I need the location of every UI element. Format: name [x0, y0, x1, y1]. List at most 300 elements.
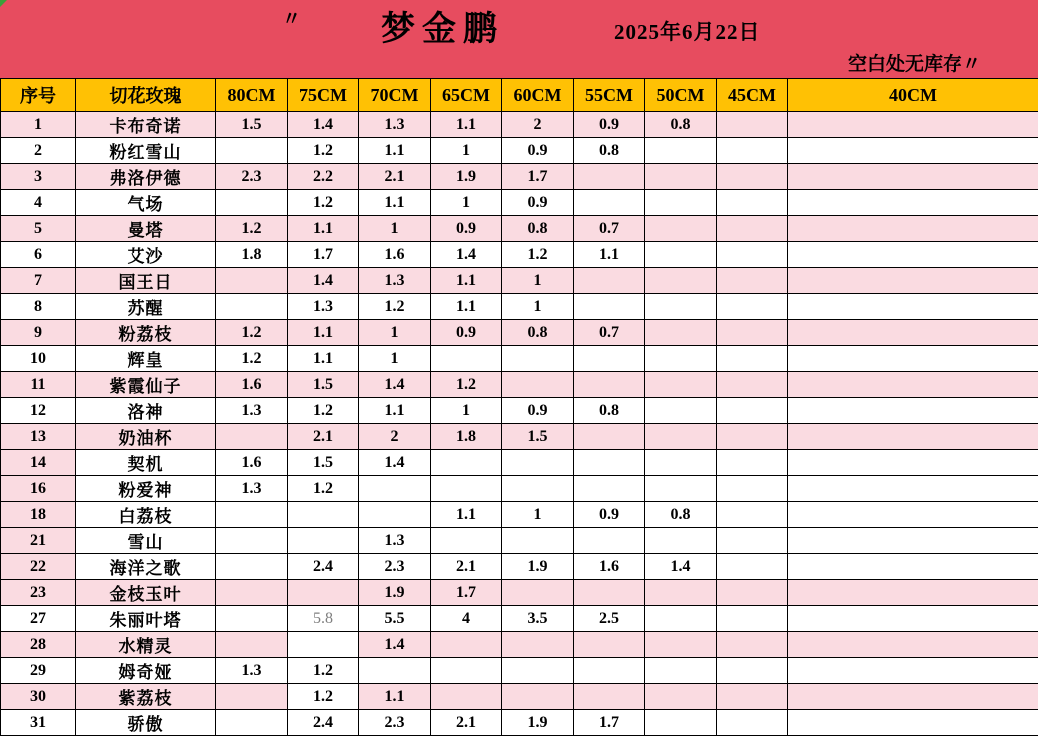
- cell-row-number: 22: [1, 554, 76, 580]
- cell-price-50cm: [645, 268, 717, 294]
- cell-price-70cm: 1.3: [359, 268, 431, 294]
- cell-price-65cm: 1.1: [431, 294, 502, 320]
- cell-price-45cm: [717, 398, 788, 424]
- quote-mark: 〃: [282, 4, 301, 31]
- cell-price-45cm: [717, 112, 788, 138]
- cell-price-55cm: [574, 346, 645, 372]
- cell-price-75cm: 2.1: [288, 424, 359, 450]
- cell-price-75cm: 2.4: [288, 554, 359, 580]
- cell-price-55cm: 0.8: [574, 138, 645, 164]
- cell-price-50cm: 1.4: [645, 554, 717, 580]
- cell-price-75cm: 1.5: [288, 450, 359, 476]
- column-header-variety: 切花玫瑰: [76, 79, 216, 112]
- table-row: [1, 190, 1038, 216]
- cell-price-45cm: [717, 216, 788, 242]
- cell-price-75cm: 1.1: [288, 320, 359, 346]
- cell-price-45cm: [717, 684, 788, 710]
- cell-price-55cm: [574, 372, 645, 398]
- column-header-70cm: 70CM: [359, 79, 431, 112]
- cell-price-55cm: 1.7: [574, 710, 645, 736]
- cell-variety-name: 粉荔枝: [76, 320, 216, 346]
- cell-price-70cm: 1.3: [359, 528, 431, 554]
- cell-price-80cm: [216, 190, 288, 216]
- cell-price-40cm: [788, 112, 1038, 138]
- cell-price-40cm: [788, 684, 1038, 710]
- cell-row-number: 4: [1, 190, 76, 216]
- cell-price-65cm: 0.9: [431, 320, 502, 346]
- cell-price-40cm: [788, 424, 1038, 450]
- cell-price-70cm: 1.3: [359, 112, 431, 138]
- cell-variety-name: 水精灵: [76, 632, 216, 658]
- table-row: [1, 346, 1038, 372]
- cell-price-65cm: 1.8: [431, 424, 502, 450]
- cell-price-80cm: [216, 268, 288, 294]
- cell-price-45cm: [717, 294, 788, 320]
- cell-price-70cm: 1.2: [359, 294, 431, 320]
- cell-price-40cm: [788, 398, 1038, 424]
- cell-price-50cm: [645, 138, 717, 164]
- cell-variety-name: 洛神: [76, 398, 216, 424]
- cell-variety-name: 海洋之歌: [76, 554, 216, 580]
- cell-price-70cm: 1.9: [359, 580, 431, 606]
- cell-price-45cm: [717, 450, 788, 476]
- cell-price-50cm: [645, 242, 717, 268]
- cell-variety-name: 粉红雪山: [76, 138, 216, 164]
- cell-price-75cm: 1.3: [288, 294, 359, 320]
- cell-price-45cm: [717, 190, 788, 216]
- cell-price-65cm: 1.1: [431, 268, 502, 294]
- cell-price-60cm: [502, 580, 574, 606]
- cell-price-70cm: 1.6: [359, 242, 431, 268]
- cell-price-40cm: [788, 580, 1038, 606]
- column-header-45cm: 45CM: [717, 79, 788, 112]
- cell-price-50cm: [645, 580, 717, 606]
- cell-price-65cm: 4: [431, 606, 502, 632]
- cell-price-55cm: [574, 268, 645, 294]
- cell-variety-name: 紫荔枝: [76, 684, 216, 710]
- cell-price-70cm: 1: [359, 320, 431, 346]
- cell-price-55cm: [574, 190, 645, 216]
- cell-row-number: 16: [1, 476, 76, 502]
- cell-variety-name: 金枝玉叶: [76, 580, 216, 606]
- cell-price-40cm: [788, 268, 1038, 294]
- cell-price-50cm: [645, 710, 717, 736]
- cell-price-75cm: 1.2: [288, 476, 359, 502]
- cell-price-80cm: 2.3: [216, 164, 288, 190]
- cell-price-45cm: [717, 554, 788, 580]
- cell-price-70cm: 1.1: [359, 684, 431, 710]
- cell-price-40cm: [788, 658, 1038, 684]
- cell-row-number: 10: [1, 346, 76, 372]
- column-header-80cm: 80CM: [216, 79, 288, 112]
- cell-row-number: 21: [1, 528, 76, 554]
- cell-price-60cm: 1.5: [502, 424, 574, 450]
- cell-price-60cm: 0.9: [502, 398, 574, 424]
- cell-price-45cm: [717, 424, 788, 450]
- table-row: [1, 320, 1038, 346]
- cell-price-75cm: 1.2: [288, 138, 359, 164]
- cell-price-65cm: 1: [431, 190, 502, 216]
- cell-price-45cm: [717, 164, 788, 190]
- cell-price-75cm: [288, 580, 359, 606]
- cell-price-70cm: 1.1: [359, 398, 431, 424]
- cell-price-80cm: [216, 138, 288, 164]
- cell-price-45cm: [717, 138, 788, 164]
- cell-price-75cm: 2.4: [288, 710, 359, 736]
- cell-variety-name: 气场: [76, 190, 216, 216]
- cell-price-50cm: [645, 294, 717, 320]
- cell-price-60cm: 1: [502, 268, 574, 294]
- cell-row-number: 12: [1, 398, 76, 424]
- cell-row-number: 1: [1, 112, 76, 138]
- cell-price-65cm: 2.1: [431, 710, 502, 736]
- cell-variety-name: 契机: [76, 450, 216, 476]
- cell-price-65cm: 1.1: [431, 112, 502, 138]
- table-row: [1, 476, 1038, 502]
- cell-price-45cm: [717, 710, 788, 736]
- cell-price-40cm: [788, 216, 1038, 242]
- table-row: [1, 632, 1038, 658]
- cell-variety-name: 雪山: [76, 528, 216, 554]
- cell-price-50cm: [645, 684, 717, 710]
- cell-price-40cm: [788, 450, 1038, 476]
- cell-price-75cm: 5.8: [288, 606, 359, 632]
- cell-price-80cm: [216, 554, 288, 580]
- cell-variety-name: 奶油杯: [76, 424, 216, 450]
- cell-price-80cm: [216, 606, 288, 632]
- cell-price-75cm: 1.5: [288, 372, 359, 398]
- cell-price-40cm: [788, 554, 1038, 580]
- cell-price-80cm: [216, 528, 288, 554]
- cell-row-number: 11: [1, 372, 76, 398]
- cell-price-65cm: 1.4: [431, 242, 502, 268]
- table-row: [1, 372, 1038, 398]
- stock-note: 空白处无库存〃: [848, 49, 981, 76]
- cell-row-number: 6: [1, 242, 76, 268]
- cell-price-45cm: [717, 528, 788, 554]
- cell-price-55cm: [574, 164, 645, 190]
- cell-price-60cm: [502, 684, 574, 710]
- cell-price-50cm: [645, 164, 717, 190]
- cell-price-60cm: 1.9: [502, 710, 574, 736]
- cell-price-45cm: [717, 346, 788, 372]
- cell-price-55cm: [574, 528, 645, 554]
- table-row: [1, 450, 1038, 476]
- cell-price-55cm: 0.7: [574, 216, 645, 242]
- cell-price-65cm: [431, 684, 502, 710]
- cell-price-75cm: 1.2: [288, 658, 359, 684]
- table-row: [1, 164, 1038, 190]
- column-header-50cm: 50CM: [645, 79, 717, 112]
- column-header-65cm: 65CM: [431, 79, 502, 112]
- table-row: [1, 398, 1038, 424]
- table-row: [1, 294, 1038, 320]
- cell-variety-name: 白荔枝: [76, 502, 216, 528]
- page-title: 梦金鹏: [381, 1, 504, 50]
- cell-price-40cm: [788, 294, 1038, 320]
- cell-price-55cm: [574, 476, 645, 502]
- cell-price-50cm: [645, 372, 717, 398]
- table-row: [1, 710, 1038, 736]
- cell-price-55cm: 1.6: [574, 554, 645, 580]
- column-header-60cm: 60CM: [502, 79, 574, 112]
- cell-price-60cm: [502, 346, 574, 372]
- cell-price-40cm: [788, 476, 1038, 502]
- cell-price-50cm: [645, 658, 717, 684]
- table-row: [1, 138, 1038, 164]
- cell-price-55cm: [574, 684, 645, 710]
- table-row: [1, 424, 1038, 450]
- cell-price-80cm: 1.2: [216, 216, 288, 242]
- cell-price-45cm: [717, 580, 788, 606]
- cell-price-45cm: [717, 372, 788, 398]
- cell-price-40cm: [788, 632, 1038, 658]
- cell-price-55cm: 2.5: [574, 606, 645, 632]
- table-row: [1, 242, 1038, 268]
- cell-price-45cm: [717, 320, 788, 346]
- cell-row-number: 3: [1, 164, 76, 190]
- cell-price-70cm: [359, 476, 431, 502]
- table-row: [1, 554, 1038, 580]
- cell-price-80cm: [216, 424, 288, 450]
- cell-price-40cm: [788, 502, 1038, 528]
- cell-price-65cm: [431, 346, 502, 372]
- table-row: [1, 216, 1038, 242]
- cell-variety-name: 辉皇: [76, 346, 216, 372]
- cell-price-40cm: [788, 710, 1038, 736]
- cell-price-55cm: 0.7: [574, 320, 645, 346]
- cell-price-60cm: [502, 658, 574, 684]
- cell-price-65cm: [431, 658, 502, 684]
- cell-price-70cm: 5.5: [359, 606, 431, 632]
- cell-price-45cm: [717, 658, 788, 684]
- cell-price-75cm: 1.4: [288, 112, 359, 138]
- cell-price-40cm: [788, 320, 1038, 346]
- cell-price-70cm: 1.4: [359, 632, 431, 658]
- cell-price-55cm: [574, 632, 645, 658]
- cell-price-65cm: 1: [431, 138, 502, 164]
- date-label: 2025年6月22日: [614, 16, 761, 46]
- cell-price-60cm: [502, 372, 574, 398]
- cell-price-40cm: [788, 164, 1038, 190]
- cell-row-number: 29: [1, 658, 76, 684]
- cell-row-number: 9: [1, 320, 76, 346]
- cell-price-75cm: [288, 632, 359, 658]
- column-header-75cm: 75CM: [288, 79, 359, 112]
- cell-price-60cm: 0.9: [502, 138, 574, 164]
- cell-price-60cm: [502, 528, 574, 554]
- cell-variety-name: 姆奇娅: [76, 658, 216, 684]
- cell-price-60cm: 1.7: [502, 164, 574, 190]
- cell-price-80cm: 1.5: [216, 112, 288, 138]
- cell-row-number: 2: [1, 138, 76, 164]
- cell-price-75cm: 1.7: [288, 242, 359, 268]
- cell-price-50cm: [645, 346, 717, 372]
- cell-price-45cm: [717, 268, 788, 294]
- cell-price-70cm: 1.4: [359, 450, 431, 476]
- cell-row-number: 28: [1, 632, 76, 658]
- cell-variety-name: 朱丽叶塔: [76, 606, 216, 632]
- cell-price-50cm: [645, 476, 717, 502]
- cell-price-70cm: 2.1: [359, 164, 431, 190]
- cell-price-65cm: [431, 528, 502, 554]
- cell-price-55cm: [574, 294, 645, 320]
- cell-price-80cm: 1.3: [216, 398, 288, 424]
- cell-price-80cm: 1.6: [216, 372, 288, 398]
- table-row: [1, 658, 1038, 684]
- cell-price-60cm: 1: [502, 502, 574, 528]
- cell-price-60cm: 1.9: [502, 554, 574, 580]
- cell-price-80cm: 1.8: [216, 242, 288, 268]
- cell-row-number: 7: [1, 268, 76, 294]
- table-row: [1, 580, 1038, 606]
- cell-price-55cm: [574, 580, 645, 606]
- cell-price-65cm: [431, 476, 502, 502]
- cell-price-55cm: [574, 450, 645, 476]
- cell-price-45cm: [717, 632, 788, 658]
- banner: [0, 0, 1038, 78]
- cell-price-60cm: 1: [502, 294, 574, 320]
- cell-price-80cm: 1.3: [216, 476, 288, 502]
- table-row: [1, 268, 1038, 294]
- cell-row-number: 8: [1, 294, 76, 320]
- cell-price-65cm: 0.9: [431, 216, 502, 242]
- cell-price-50cm: [645, 450, 717, 476]
- corner-flag-icon: [0, 0, 7, 7]
- cell-price-75cm: [288, 502, 359, 528]
- cell-variety-name: 弗洛伊德: [76, 164, 216, 190]
- cell-price-80cm: [216, 684, 288, 710]
- cell-row-number: 5: [1, 216, 76, 242]
- cell-price-55cm: 0.9: [574, 112, 645, 138]
- cell-price-60cm: 0.8: [502, 216, 574, 242]
- cell-price-50cm: [645, 216, 717, 242]
- cell-price-80cm: 1.2: [216, 346, 288, 372]
- cell-variety-name: 艾沙: [76, 242, 216, 268]
- cell-price-45cm: [717, 502, 788, 528]
- cell-price-80cm: [216, 502, 288, 528]
- cell-row-number: 18: [1, 502, 76, 528]
- cell-variety-name: 曼塔: [76, 216, 216, 242]
- cell-row-number: 13: [1, 424, 76, 450]
- cell-price-45cm: [717, 476, 788, 502]
- cell-variety-name: 骄傲: [76, 710, 216, 736]
- cell-price-50cm: [645, 632, 717, 658]
- cell-variety-name: 紫霞仙子: [76, 372, 216, 398]
- cell-price-80cm: [216, 580, 288, 606]
- cell-price-80cm: 1.3: [216, 658, 288, 684]
- cell-price-60cm: [502, 450, 574, 476]
- cell-price-50cm: [645, 190, 717, 216]
- cell-price-70cm: 2.3: [359, 710, 431, 736]
- cell-price-65cm: 1.7: [431, 580, 502, 606]
- cell-price-50cm: [645, 424, 717, 450]
- table-row: [1, 502, 1038, 528]
- cell-price-75cm: [288, 528, 359, 554]
- table-row: [1, 684, 1038, 710]
- cell-price-40cm: [788, 346, 1038, 372]
- cell-price-70cm: 1.1: [359, 138, 431, 164]
- cell-price-50cm: [645, 320, 717, 346]
- cell-price-65cm: [431, 450, 502, 476]
- cell-price-55cm: [574, 658, 645, 684]
- cell-price-65cm: 1: [431, 398, 502, 424]
- cell-price-70cm: 1: [359, 346, 431, 372]
- cell-price-45cm: [717, 242, 788, 268]
- cell-price-75cm: 2.2: [288, 164, 359, 190]
- cell-price-60cm: 0.9: [502, 190, 574, 216]
- cell-variety-name: 国王日: [76, 268, 216, 294]
- cell-price-70cm: 2.3: [359, 554, 431, 580]
- cell-price-45cm: [717, 606, 788, 632]
- cell-price-55cm: 0.9: [574, 502, 645, 528]
- cell-price-80cm: [216, 710, 288, 736]
- cell-price-75cm: 1.2: [288, 190, 359, 216]
- cell-price-75cm: 1.2: [288, 684, 359, 710]
- cell-price-75cm: 1.1: [288, 216, 359, 242]
- cell-price-60cm: [502, 632, 574, 658]
- cell-row-number: 23: [1, 580, 76, 606]
- price-table: [0, 78, 1038, 736]
- cell-price-65cm: 1.2: [431, 372, 502, 398]
- cell-price-55cm: 1.1: [574, 242, 645, 268]
- cell-price-40cm: [788, 138, 1038, 164]
- cell-price-50cm: 0.8: [645, 502, 717, 528]
- cell-price-80cm: 1.6: [216, 450, 288, 476]
- cell-price-60cm: 0.8: [502, 320, 574, 346]
- cell-price-75cm: 1.4: [288, 268, 359, 294]
- table-row: [1, 112, 1038, 138]
- cell-price-65cm: [431, 632, 502, 658]
- cell-price-50cm: [645, 606, 717, 632]
- cell-price-40cm: [788, 606, 1038, 632]
- cell-price-80cm: [216, 294, 288, 320]
- cell-price-40cm: [788, 372, 1038, 398]
- cell-price-60cm: 1.2: [502, 242, 574, 268]
- column-header-55cm: 55CM: [574, 79, 645, 112]
- cell-row-number: 31: [1, 710, 76, 736]
- cell-row-number: 14: [1, 450, 76, 476]
- cell-price-70cm: 1: [359, 216, 431, 242]
- cell-price-60cm: 2: [502, 112, 574, 138]
- cell-price-40cm: [788, 190, 1038, 216]
- cell-price-70cm: [359, 502, 431, 528]
- cell-price-70cm: 1.4: [359, 372, 431, 398]
- cell-price-75cm: 1.1: [288, 346, 359, 372]
- cell-price-70cm: 1.1: [359, 190, 431, 216]
- cell-price-60cm: [502, 476, 574, 502]
- cell-price-70cm: [359, 658, 431, 684]
- cell-price-70cm: 2: [359, 424, 431, 450]
- cell-variety-name: 卡布奇诺: [76, 112, 216, 138]
- cell-row-number: 30: [1, 684, 76, 710]
- cell-price-65cm: 1.1: [431, 502, 502, 528]
- cell-row-number: 27: [1, 606, 76, 632]
- cell-price-60cm: 3.5: [502, 606, 574, 632]
- column-header-row-number: 序号: [1, 79, 76, 112]
- cell-price-40cm: [788, 242, 1038, 268]
- column-header-40cm: 40CM: [788, 79, 1038, 112]
- header-row: [1, 79, 1038, 112]
- cell-price-55cm: 0.8: [574, 398, 645, 424]
- cell-price-40cm: [788, 528, 1038, 554]
- cell-variety-name: 粉爱神: [76, 476, 216, 502]
- cell-price-65cm: 1.9: [431, 164, 502, 190]
- table-row: [1, 528, 1038, 554]
- cell-price-75cm: 1.2: [288, 398, 359, 424]
- cell-price-50cm: [645, 528, 717, 554]
- cell-variety-name: 苏醒: [76, 294, 216, 320]
